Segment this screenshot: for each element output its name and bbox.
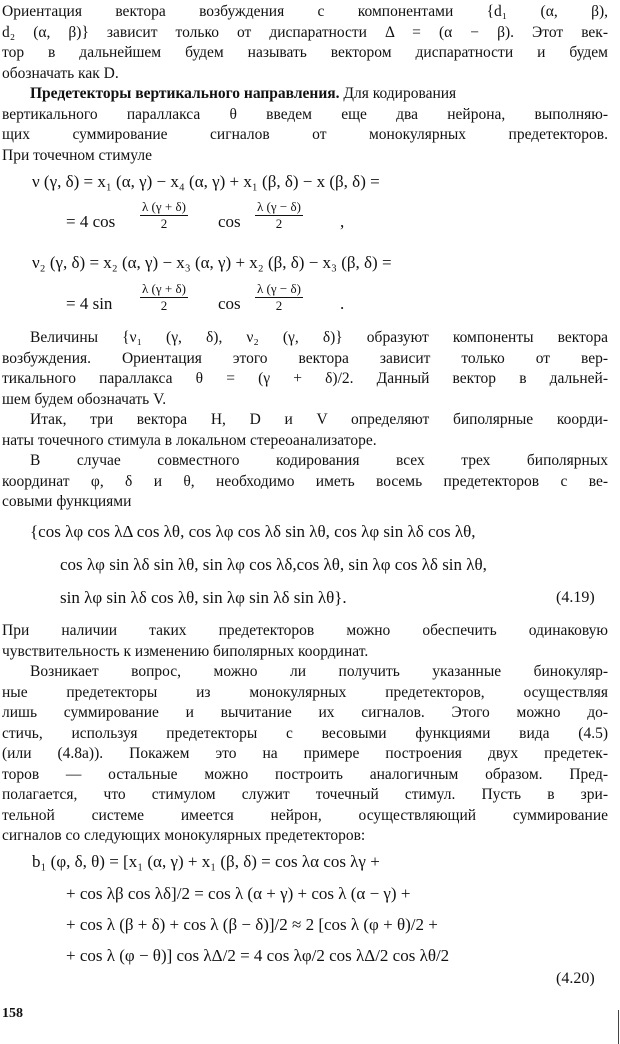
text-line: щих суммирование сигналов от монокулярных предетекторов. [2, 126, 608, 143]
equation-nu2-line1: ν₂ (γ, δ) = x₂ (α, γ) − x₃ (α, γ) + x₂ (β, δ) − x₃ (β, δ) = [32, 253, 392, 272]
fraction-numerator: λ (γ − δ) [257, 199, 301, 214]
equation-nu1-cos: cos [218, 212, 241, 231]
text-line: тор в дальнейшем будем называть вектором диспаратности и будем [2, 44, 608, 61]
equation-number-4-19: (4.19) [556, 589, 595, 606]
equation-b1-line2: + cos λβ cos λδ]/2 = cos λ (α + γ) + cos λ (α − γ) + [66, 884, 411, 903]
fraction-numerator: λ (γ + δ) [142, 199, 186, 214]
paragraph-vertical-predetectors [0, 84, 620, 166]
equation-number-4-20: (4.20) [556, 970, 595, 987]
paragraph-sensitivity [0, 621, 620, 662]
text-line: вертикального параллакса θ введем еще два нейрона, выполняю- [2, 105, 608, 123]
equation-nu1-comma: , [340, 212, 345, 231]
equation-nu2-period: . [340, 294, 345, 313]
text-line: При наличии таких предетекторов можно обеспечить одинаковую [2, 622, 608, 639]
equation-b1-line4: + cos λ (φ − θ)] cos λΔ/2 = 4 cos λφ/2 cos λΔ/2 cos λθ/2 [66, 946, 450, 965]
text-line: торов — остальные можно построить аналогичным образом. Пред- [2, 765, 608, 783]
text-line: Ориентация вектора возбуждения с компонентами {d₁ (α, β), [2, 3, 608, 20]
equation-set-line2: cos λφ sin λδ sin λθ, sin λφ cos λδ,cos λθ, sin λφ cos λδ sin λθ, [60, 555, 487, 574]
text-line: В случае совместного кодирования всех трех биполярных [30, 452, 608, 469]
section-heading: Предетекторы вертикального направления. [30, 85, 340, 102]
text-line: шем будем обозначать V. [2, 390, 167, 408]
page-edge-mark [618, 1010, 619, 1044]
fraction-denominator: 2 [160, 216, 168, 231]
text-line: тикального параллакса θ = (γ + δ)/2. Данный вектор в дальней- [2, 370, 608, 387]
fraction-numerator: λ (γ − δ) [257, 281, 301, 296]
equation-b1-line1: b₁ (φ, δ, θ) = [x₁ (α, γ) + x₁ (β, δ) = cos λα cos λγ + [32, 852, 380, 871]
paragraph-vertical-vector [0, 328, 620, 410]
paragraph-disparity-vector [0, 2, 620, 84]
text-line: (или (4.8а)). Покажем это на примере построения двух предетек- [2, 745, 608, 762]
text-line: возбуждения. Ориентация этого вектора зависит только от вер- [2, 349, 608, 367]
text-line: ные предетекторы из монокулярных предетекторов, осуществляя [2, 683, 608, 701]
equation-nu1-prefix: = 4 cos [66, 212, 116, 231]
equation-set-line3: sin λφ sin λδ cos λθ, sin λφ sin λδ sin λθ}. [60, 588, 347, 607]
text-line: координат φ, δ и θ, необходимо иметь восемь предетекторов с ве- [2, 472, 608, 490]
paragraph-joint-coding [0, 451, 620, 513]
text-line: обозначать как D. [2, 64, 119, 82]
fraction-numerator: λ (γ + δ) [142, 281, 186, 296]
page-number: 158 [2, 1006, 23, 1021]
equation-b1-line3: + cos λ (β + δ) + cos λ (β − δ)]/2 ≈ 2 [cos λ (φ + θ)/2 + [66, 915, 438, 934]
text-line: наты точечного стимула в локальном стереоанализаторе. [2, 431, 377, 449]
equation-nu2-fraction-2 [255, 281, 303, 314]
text-line: чувствительность к изменению биполярных координат. [2, 642, 369, 660]
text-line: Итак, три вектора H, D и V определяют биполярные коорди- [30, 411, 608, 428]
text-line: полагается, что стимулом служит точечный стимул. Пусть в зри- [2, 786, 608, 803]
equation-nu2-fraction-1 [140, 281, 188, 314]
text-fragment: Для кодирования [339, 85, 457, 102]
text-line: сигналов со следующих монокулярных предетекторов: [2, 827, 366, 844]
equation-nu1-fraction-1 [140, 199, 188, 232]
fraction-denominator: 2 [275, 216, 283, 231]
text-line: При точечном стимуле [2, 146, 152, 164]
paragraph-three-vectors [0, 410, 620, 451]
text-line: совыми функциями [2, 493, 132, 510]
equation-nu2-cos: cos [218, 294, 241, 313]
equation-nu1-line1: ν (γ, δ) = x₁ (α, γ) − x₄ (α, γ) + x₁ (β, δ) − x (β, δ) = [32, 172, 380, 191]
text-line: Величины {ν₁ (γ, δ), ν₂ (γ, δ)} образуют компоненты вектора [30, 329, 608, 346]
text-line: тельной системе имеется нейрон, осуществляющий суммирование [2, 806, 608, 824]
equation-nu2-prefix: = 4 sin [66, 294, 113, 313]
text-line: лишь суммирование и вычитание их сигналов. Этого можно до- [2, 704, 608, 721]
text-line [0, 84, 620, 105]
paragraph-binocular-predetectors [0, 662, 620, 847]
equation-set-line1: {cos λφ cos λΔ cos λθ, cos λφ cos λδ sin λθ, cos λφ sin λδ cos λθ, [30, 522, 476, 541]
equation-nu1-fraction-2 [255, 199, 303, 232]
fraction-denominator: 2 [160, 298, 168, 313]
text-line: Возникает вопрос, можно ли получить указанные бинокуляр- [30, 663, 608, 680]
fraction-denominator: 2 [275, 298, 283, 313]
text-line: стичь, используя предетекторы с весовыми функциями вида (4.5) [2, 724, 608, 742]
text-line: d₂ (α, β)} зависит только от диспаратности Δ = (α − β). Этот век- [2, 23, 608, 41]
